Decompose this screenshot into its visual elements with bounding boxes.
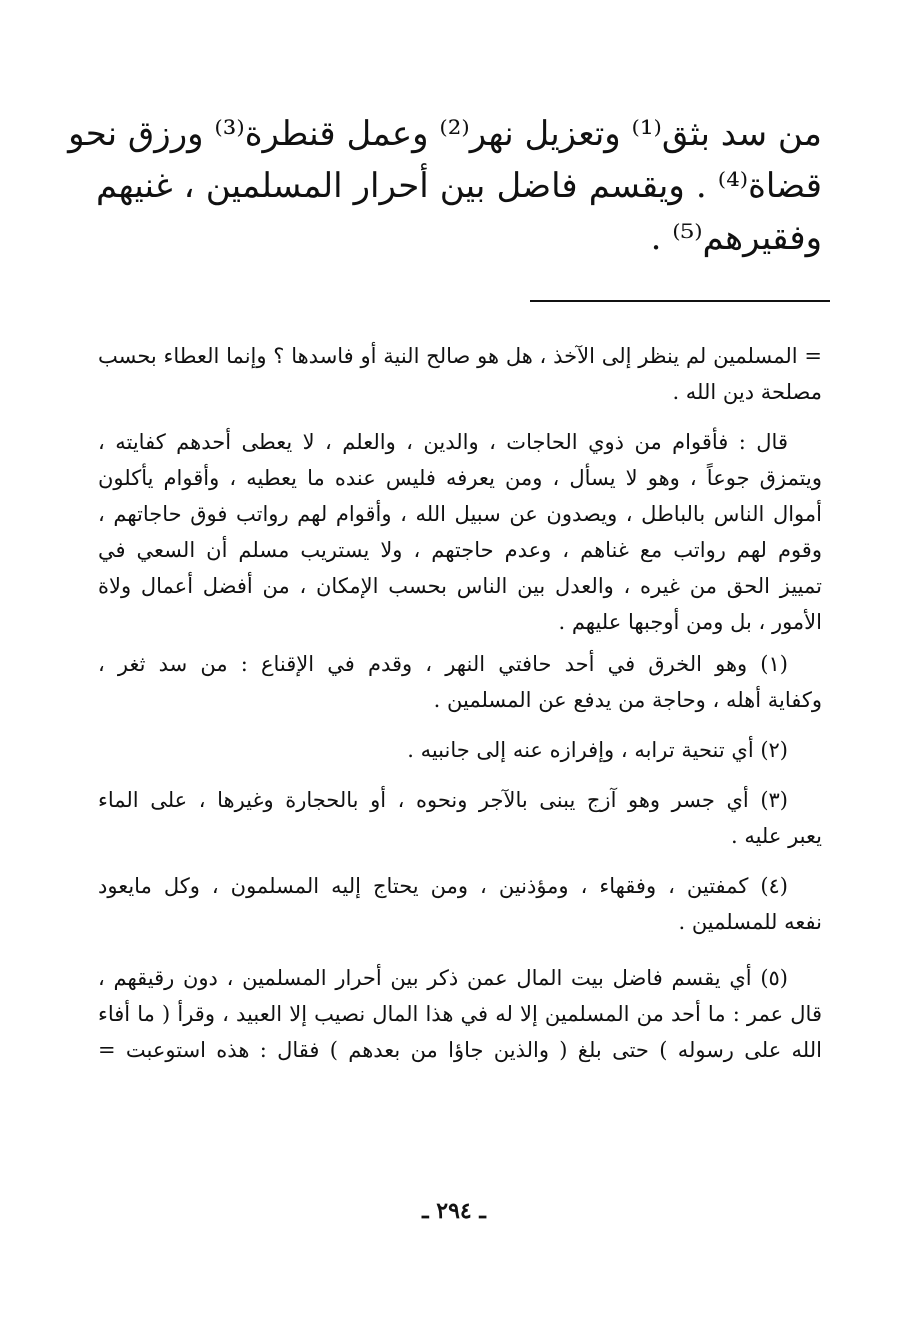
footnote-line: وكفاية أهله ، وحاجة من يدفع عن المسلمين .	[433, 688, 822, 712]
footnote-continuation	[98, 338, 822, 410]
footnote-line: وقوم لهم رواتب مع غناهم ، وعدم حاجتهم ، ولا يستريب مسلم أن السعي في	[98, 538, 822, 562]
footnote-line: = المسلمين لم ينظر إلى الآخذ ، هل هو صالح النية أو فاسدها ؟ وإنما العطاء بحسب	[98, 344, 822, 368]
main-text-line: وفقيرهم⁽⁵⁾ .	[650, 218, 822, 258]
footnote-line: قال : فأقوام من ذوي الحاجات ، والدين ، والعلم ، لا يعطى أحدهم كفايته ،	[98, 430, 788, 454]
footnote-line: (٣) أي جسر وهو آزج يبنى بالآجر ونحوه ، أو بالحجارة وغيرها ، على الماء	[98, 788, 788, 812]
footnote-line: أموال الناس بالباطل ، ويصدون عن سبيل الله ، وأقوام لهم رواتب فوق حاجاتهم ،	[98, 502, 822, 526]
footnote-2	[98, 732, 822, 768]
footnote-line: مصلحة دين الله .	[672, 380, 822, 404]
main-text-line: قضاة⁽⁴⁾ . ويقسم فاضل بين أحرار المسلمين ، غنيهم	[96, 166, 822, 206]
footnote-3	[98, 782, 822, 854]
footnote-line: الأمور ، بل ومن أوجبها عليهم .	[558, 610, 822, 634]
footnote-4	[98, 868, 822, 940]
footnotes	[98, 338, 822, 1068]
page-number: ـ ٢٩٤ ـ	[422, 1198, 486, 1224]
footnote-line: قال عمر : ما أحد من المسلمين إلا له في هذا المال نصيب إلا العبيد ، وقرأ ( ما أفاء	[98, 1002, 822, 1026]
footnote-line: الله على رسوله ) حتى بلغ ( والذين جاؤا من بعدهم ) فقال : هذه استوعبت =	[98, 1038, 822, 1062]
footnote-5	[98, 960, 822, 1068]
footnote-line: (٢) أي تنحية ترابه ، وإفرازه عنه إلى جانبيه .	[407, 738, 788, 762]
footnote-line: يعبر عليه .	[730, 824, 822, 848]
main-text-line: من سد بثق⁽¹⁾ وتعزيل نهر⁽²⁾ وعمل قنطرة⁽³⁾ ورزق نحو	[68, 114, 822, 154]
footnote-line: نفعه للمسلمين .	[678, 910, 822, 934]
footnote-line: ويتمزق جوعاً ، وهو لا يسأل ، ومن يعرفه فليس عنده ما يعطيه ، وأقوام يأكلون	[98, 466, 822, 490]
footnote-line: (٥) أي يقسم فاضل بيت المال عمن ذكر بين أحرار المسلمين ، دون رقيقهم ،	[98, 966, 788, 990]
footnote-1	[98, 646, 822, 718]
main-text	[68, 108, 822, 264]
footnote-divider	[530, 300, 830, 302]
footnote-qal-paragraph	[98, 424, 822, 640]
footnote-line: (١) وهو الخرق في أحد حافتي النهر ، وقدم في الإقناع : من سد ثغر ،	[98, 652, 788, 676]
footnote-line: (٤) كمفتين ، وفقهاء ، ومؤذنين ، ومن يحتاج إليه المسلمون ، وكل مايعود	[98, 874, 788, 898]
footnote-line: تمييز الحق من غيره ، والعدل بين الناس بحسب الإمكان ، من أفضل أعمال ولاة	[98, 574, 822, 598]
